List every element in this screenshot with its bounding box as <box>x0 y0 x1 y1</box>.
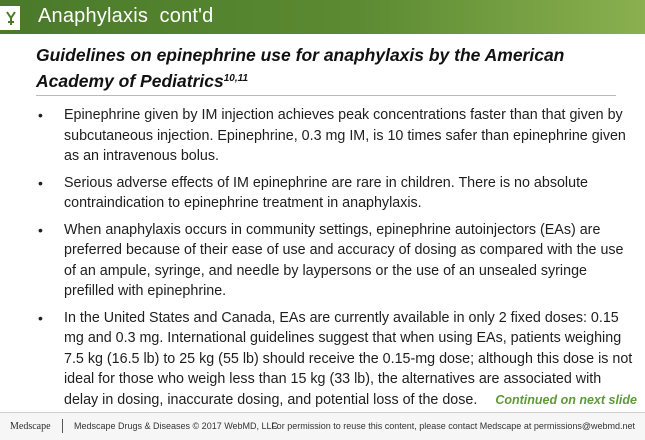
bullet-text: When anaphylaxis occurs in community settings, epinephrine autoinjectors (EAs) are preferred because of their ease of use and accuracy of dosing as compared with the use of an ampule, syringe, and needle by laypersons or the use of an unsealed syringe prefilled with epinephrine. <box>64 221 624 299</box>
bullet-list <box>36 105 634 416</box>
bullet-text: Serious adverse effects of IM epinephrine are rare in children. There is no absolute contraindication to epinephrine treatment in anaphylaxis. <box>64 174 588 211</box>
heading-divider <box>36 95 616 96</box>
logo-box <box>0 6 20 30</box>
bullet-icon: • <box>38 221 43 238</box>
medscape-logo: Medscape <box>10 421 51 432</box>
footer-divider <box>62 419 63 433</box>
bullet-text: In the United States and Canada, EAs are currently available in only 2 fixed doses: 0.15 mg and 0.3 mg. International guidelines suggest that when using EAs, patients weighing 7.5 kg (16.5 lb) to 25 kg (55 lb) should receive the 0.15-mg dose; although this dose is not ideal for those who weigh less than 15 kg (33 lb), the alternatives are associated with delay in dosing, inaccurate dosing, and potential loss of the dose. <box>64 309 633 408</box>
bullet-item <box>36 220 634 302</box>
medscape-caduceus-icon <box>4 10 18 26</box>
footer-copyright: Medscape Drugs & Diseases © 2017 WebMD, LLC <box>74 421 279 431</box>
bullet-icon: • <box>38 309 43 326</box>
bullet-icon: • <box>38 107 43 123</box>
footer <box>0 412 645 440</box>
continued-label: Continued on next slide <box>495 393 637 407</box>
slide-heading <box>36 44 626 93</box>
footer-permission: For permission to reuse this content, please contact Medscape at permissions@webmd.net <box>271 421 635 431</box>
bullet-icon: • <box>38 174 43 191</box>
slide-title: Anaphylaxis cont'd <box>38 5 214 27</box>
heading-text: Guidelines on epinephrine use for anaphylaxis by the American Academy of Pediatrics <box>36 45 565 91</box>
title-bar <box>0 0 645 34</box>
bullet-item <box>36 105 634 167</box>
bullet-item <box>36 173 634 214</box>
heading-references: 10,11 <box>223 73 249 84</box>
bullet-text: Epinephrine given by IM injection achieves peak concentrations faster than that given by subcutaneous injection. Epinephrine, 0.3 mg IM, is 10 times safer than epinephrine given as an intravenous bolus. <box>64 107 626 164</box>
